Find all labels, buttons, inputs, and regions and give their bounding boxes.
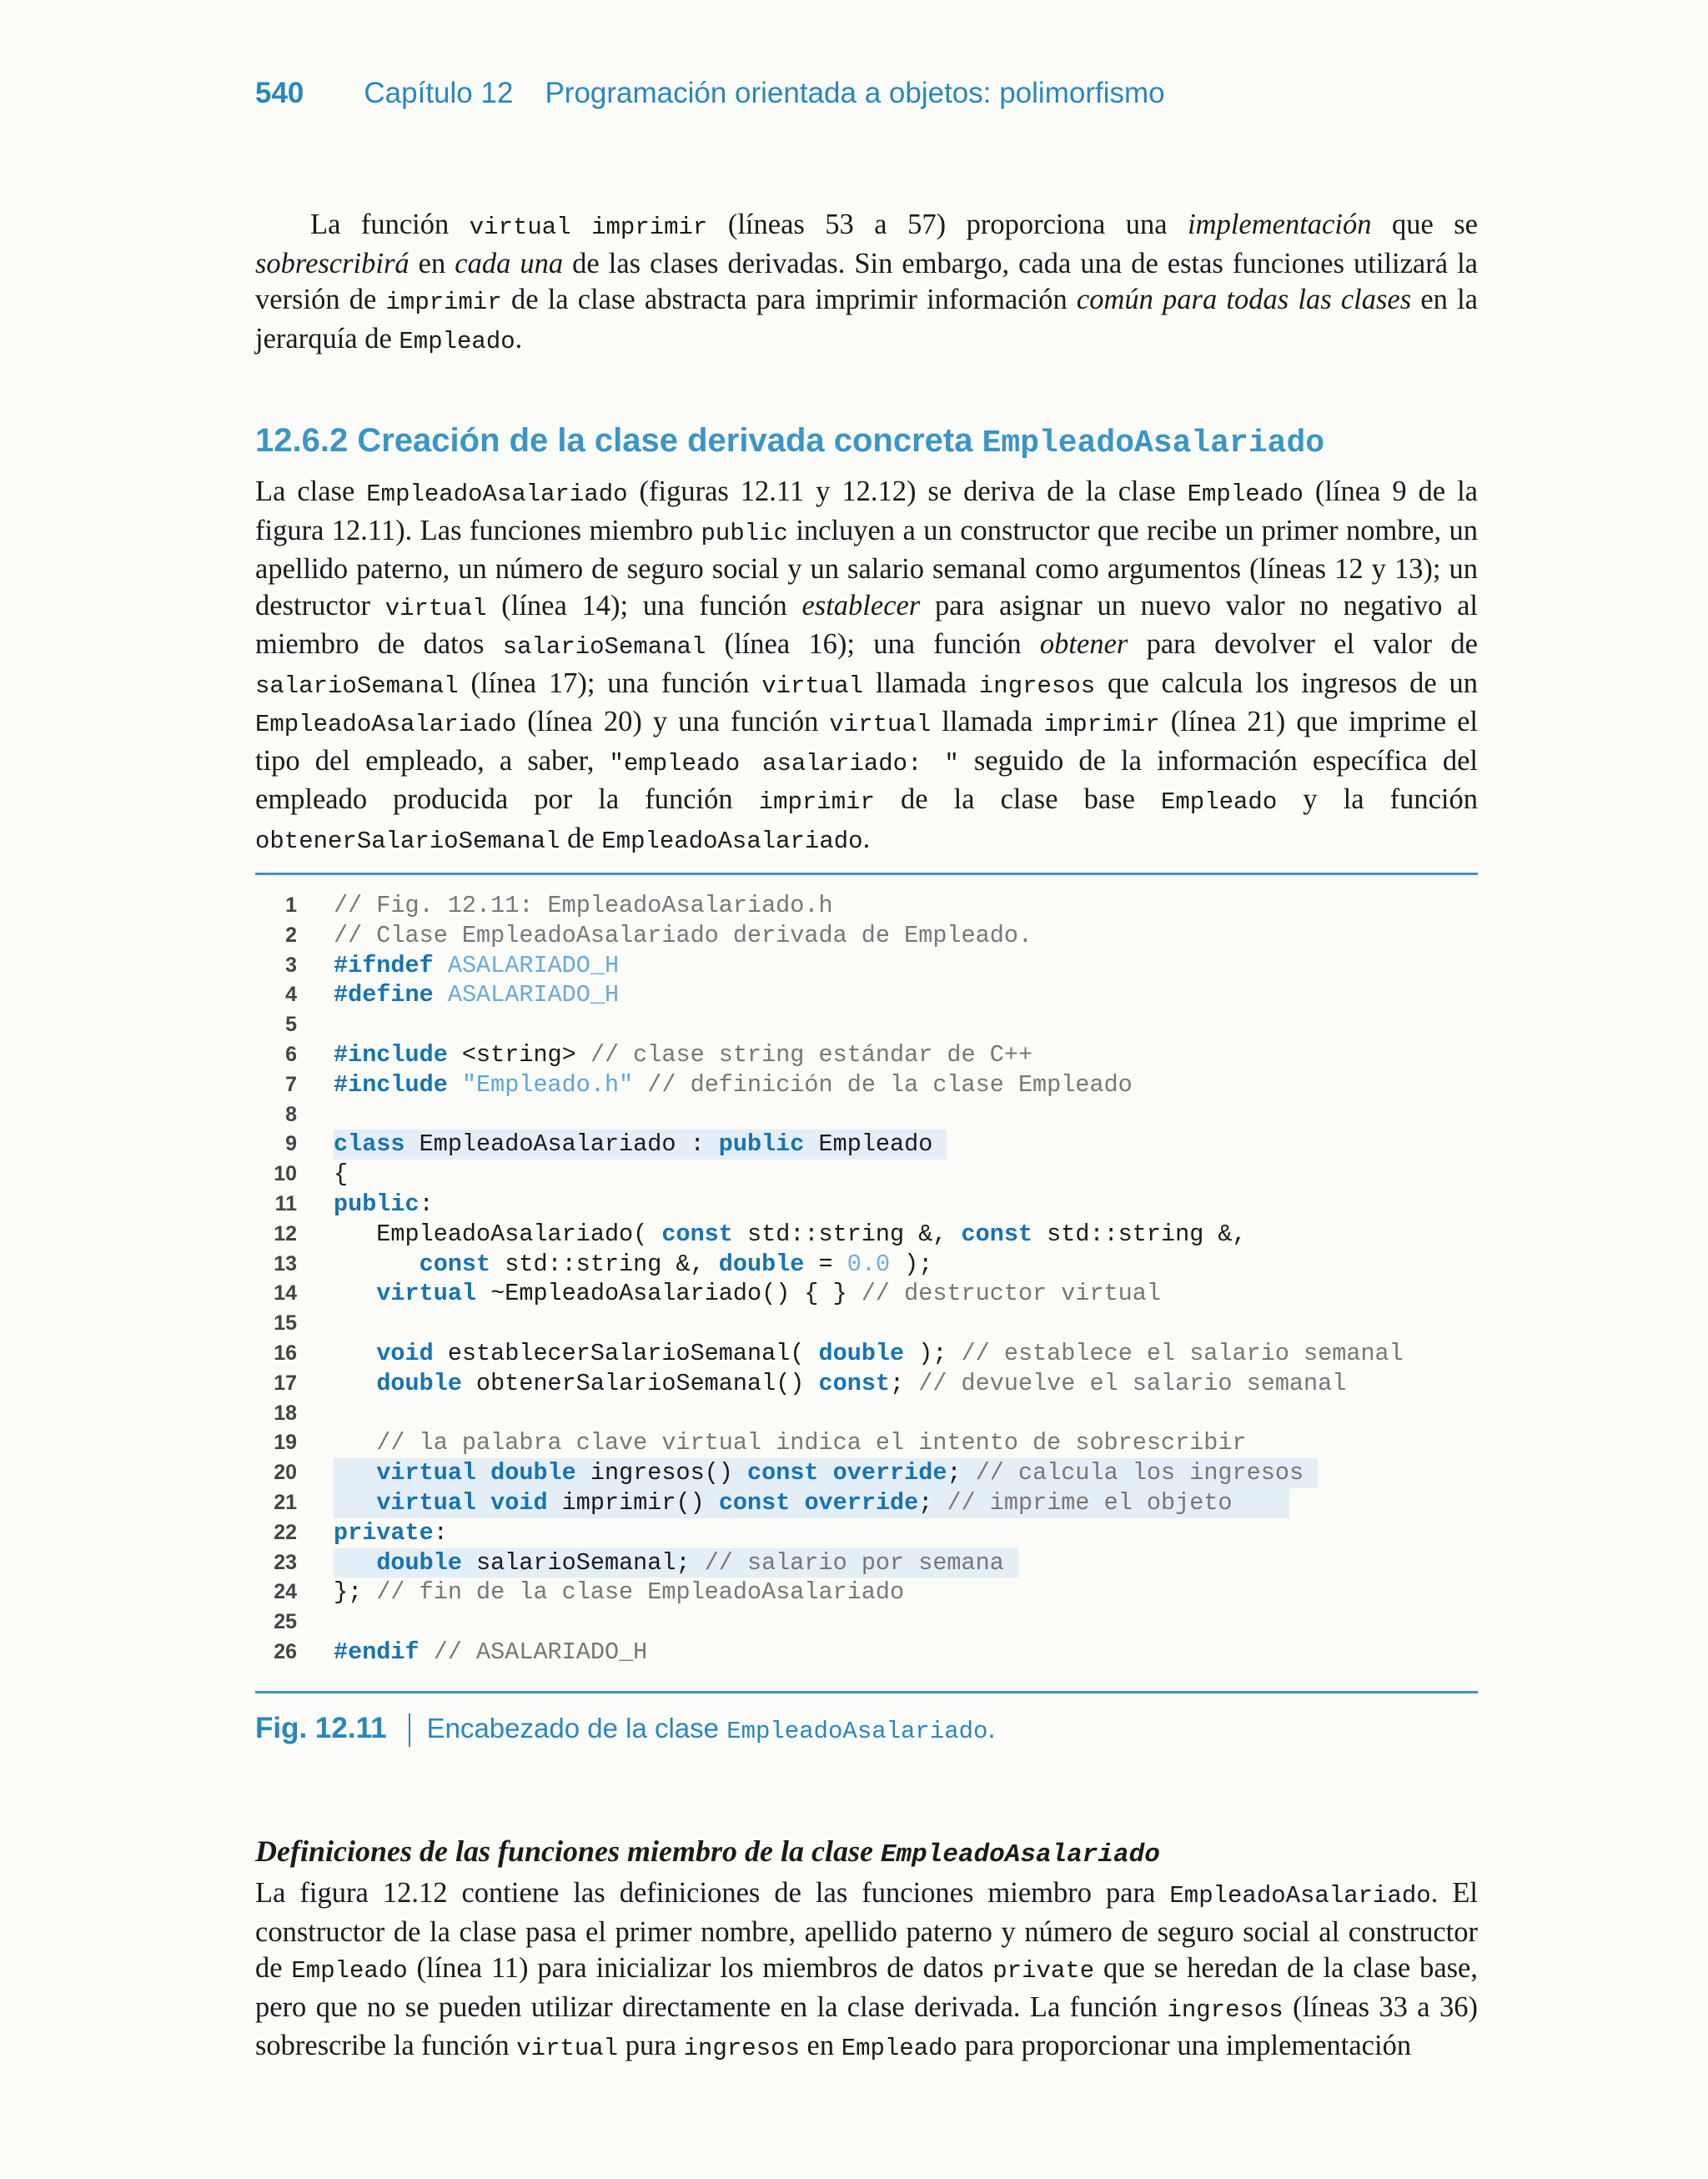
line-number: 12 — [274, 1221, 297, 1246]
code-line — [255, 980, 1478, 1010]
inline-code: virtual — [469, 214, 571, 241]
line-number: 1 — [285, 893, 297, 917]
code-comment: // salario por semana — [704, 1548, 1018, 1577]
line-number: 11 — [274, 1191, 297, 1215]
figure-bottom-rule — [255, 1691, 1478, 1693]
line-number: 6 — [285, 1042, 297, 1066]
text-run: y la función — [1277, 783, 1478, 815]
inline-code: virtual — [516, 2035, 619, 2062]
text-run: de la clase abstracta para imprimir información — [501, 284, 1077, 315]
code-keyword: #ifndef — [334, 951, 434, 979]
code-line — [255, 1160, 1478, 1190]
code-text — [334, 1250, 932, 1280]
code-text — [334, 1160, 348, 1190]
code-line — [255, 1638, 1478, 1668]
line-number: 25 — [274, 1610, 297, 1634]
code-token: std::string &, — [490, 1250, 719, 1278]
chapter-label: Capítulo 12 — [364, 77, 514, 109]
code-line — [255, 1399, 1478, 1429]
code-keyword: virtual — [376, 1488, 477, 1517]
code-token: EmpleadoAsalariado : — [404, 1130, 719, 1159]
code-text — [334, 1518, 448, 1548]
line-number: 19 — [274, 1431, 297, 1455]
code-token: EmpleadoAsalariado( — [334, 1220, 662, 1248]
code-token: }; — [334, 1578, 377, 1607]
text-run: en — [799, 2030, 841, 2061]
text-run: en — [409, 247, 455, 279]
code-token — [334, 1429, 376, 1457]
code-line — [255, 1548, 1478, 1578]
section-heading — [255, 422, 1324, 461]
text-run: incluyen a un constructor que recibe un primer nombre, un apellido paterno, un número de seguro social y un salario semanal como argumentos (líneas 12 y 13); un destructor — [255, 514, 1478, 621]
code-token: std::string &, — [732, 1220, 962, 1248]
caption-text: Encabezado de la clase — [426, 1713, 727, 1744]
text-run: (líneas 33 a 36) sobrescribe la función — [255, 1990, 1479, 2061]
code-text — [334, 1070, 1133, 1100]
code-token: obtenerSalarioSemanal() — [461, 1369, 819, 1397]
chapter-title: Programación orientada a objetos: polimorfismo — [545, 77, 1165, 109]
inline-code: imprimir — [758, 788, 875, 816]
inline-code: EmpleadoAsalariado — [255, 711, 517, 738]
text-run: para devolver el valor de — [1128, 628, 1478, 660]
code-keyword: override — [804, 1488, 919, 1517]
code-keyword: #include — [334, 1070, 448, 1099]
code-token: ~EmpleadoAsalariado() { } — [476, 1280, 862, 1308]
inline-code: Empleado — [291, 1957, 408, 1985]
code-text — [334, 1428, 1247, 1458]
inline-code: Empleado — [399, 327, 515, 355]
code-keyword: class — [334, 1130, 405, 1159]
final-paragraph — [255, 1875, 1478, 2067]
code-keyword: const — [818, 1369, 891, 1397]
code-string: "Empleado.h" — [461, 1070, 634, 1099]
code-comment: // fin de la clase EmpleadoAsalariado — [376, 1578, 905, 1607]
text-run: pura — [618, 2030, 684, 2061]
line-number: 3 — [285, 953, 297, 977]
text-run: de las clases derivadas. Sin embargo, cada una de estas funciones utilizará la versión de — [255, 247, 1478, 315]
line-number: 23 — [274, 1550, 297, 1574]
code-keyword: #include — [334, 1040, 448, 1069]
highlighted-code-text — [334, 1458, 1318, 1488]
running-head — [255, 77, 1165, 110]
code-line — [255, 1279, 1478, 1309]
text-run: (línea 21) que imprime el tipo del empleado, a saber, — [255, 706, 1478, 777]
text-run: en la jerarquía de — [255, 284, 1478, 355]
code-line — [255, 1309, 1478, 1339]
inline-code: virtual — [761, 672, 864, 700]
code-comment: // calcula los ingresos — [975, 1459, 1319, 1487]
line-number: 17 — [274, 1371, 297, 1395]
code-comment: // clase string estándar de C++ — [590, 1040, 1033, 1069]
subsection-heading-text: Definiciones de las funciones miembro de la clase — [255, 1834, 881, 1868]
inline-code: imprimir — [591, 214, 708, 241]
code-keyword: virtual — [376, 1459, 477, 1487]
code-token — [334, 1459, 376, 1487]
code-macro: ASALARIADO_H — [447, 951, 620, 979]
code-line — [255, 1100, 1478, 1130]
code-number: 0.0 — [846, 1250, 891, 1278]
figure-top-rule — [255, 873, 1478, 875]
line-number: 14 — [274, 1281, 297, 1306]
code-token — [419, 1638, 434, 1666]
inline-code: obtenerSalarioSemanal — [255, 827, 560, 855]
code-keyword: #endif — [334, 1638, 419, 1666]
code-line — [255, 1518, 1478, 1548]
text-run: (líneas 53 a 57) proporciona una — [707, 209, 1188, 240]
code-text — [334, 891, 833, 921]
inline-code: Empleado — [841, 2035, 957, 2062]
text-run — [571, 209, 592, 240]
code-line — [255, 1488, 1478, 1518]
text-run: . El constructor de la clase pasa el primer nombre, apellido paterno y número de seguro social al constructor de — [255, 1877, 1478, 1984]
code-comment: // destructor virtual — [861, 1280, 1161, 1308]
highlighted-code-text — [334, 1130, 947, 1160]
line-number: 20 — [274, 1461, 297, 1485]
code-line — [255, 1070, 1478, 1100]
code-token — [819, 1459, 833, 1487]
line-number: 13 — [274, 1251, 297, 1276]
code-token: ; — [890, 1369, 919, 1397]
inline-code: imprimir — [385, 289, 502, 316]
inline-code: virtual — [384, 594, 487, 622]
code-text — [334, 1220, 1247, 1250]
code-comment: // Fig. 12.11: EmpleadoAsalariado.h — [334, 892, 833, 919]
code-keyword: public — [334, 1190, 419, 1218]
code-token: : — [433, 1518, 448, 1547]
subsection-heading — [255, 1834, 1160, 1870]
code-macro: ASALARIADO_H — [447, 981, 620, 1009]
code-line — [255, 1428, 1478, 1458]
code-line — [255, 1220, 1478, 1250]
code-keyword: const — [747, 1459, 819, 1487]
emphasis: obtener — [1039, 628, 1128, 660]
figure-caption — [255, 1712, 996, 1747]
code-keyword: double — [718, 1250, 805, 1278]
code-keyword: double — [376, 1548, 462, 1577]
code-line — [255, 921, 1478, 951]
code-token — [633, 1071, 647, 1099]
code-token: establecerSalarioSemanal( — [433, 1339, 819, 1367]
line-number: 2 — [285, 923, 297, 947]
code-keyword: double — [376, 1369, 462, 1397]
emphasis: común para todas las clases — [1076, 284, 1412, 315]
code-text — [334, 1339, 1404, 1369]
text-run: . — [515, 322, 523, 355]
code-keyword: double — [818, 1339, 905, 1367]
code-line — [255, 1339, 1478, 1369]
code-token — [476, 1459, 490, 1487]
code-line — [255, 1369, 1478, 1399]
code-line — [255, 951, 1478, 981]
code-line — [255, 1190, 1478, 1220]
inline-code: public — [701, 519, 788, 547]
code-text — [334, 1578, 904, 1608]
code-text — [334, 1279, 1161, 1309]
text-run: que se — [1371, 209, 1478, 240]
inline-code: EmpleadoAsalariado — [1169, 1882, 1431, 1910]
code-token — [334, 1549, 376, 1577]
line-number: 10 — [274, 1162, 297, 1186]
text-run: La figura 12.12 contiene las definiciones de las funciones miembro para — [255, 1877, 1170, 1909]
inline-code: EmpleadoAsalariado — [366, 481, 628, 508]
code-comment: // devuelve el salario semanal — [918, 1369, 1347, 1397]
emphasis: implementación — [1188, 209, 1372, 240]
line-number: 9 — [285, 1132, 297, 1156]
code-token: = — [804, 1250, 847, 1278]
page-number: 540 — [255, 77, 304, 109]
code-token: <string> — [447, 1040, 590, 1069]
code-comment: // establece el salario semanal — [961, 1339, 1404, 1367]
code-token — [434, 952, 448, 979]
code-comment: // ASALARIADO_H — [433, 1638, 648, 1666]
code-token — [334, 1370, 376, 1397]
code-token: ; — [947, 1459, 976, 1487]
caption-class: EmpleadoAsalariado — [726, 1718, 988, 1745]
text-run: (línea 16); una función — [706, 628, 1040, 660]
code-token: imprimir() — [547, 1488, 719, 1517]
inline-code: EmpleadoAsalariado — [601, 827, 863, 855]
inline-code: ingresos — [683, 2035, 800, 2062]
code-token: ; — [918, 1488, 947, 1517]
code-text — [334, 1040, 1032, 1070]
caption-divider — [409, 1714, 410, 1747]
code-comment: // imprime el objeto — [947, 1488, 1289, 1517]
section-paragraph — [255, 474, 1478, 859]
code-keyword: const — [718, 1488, 791, 1517]
code-text — [334, 980, 619, 1010]
code-text — [334, 921, 1032, 951]
line-number: 24 — [274, 1580, 297, 1604]
inline-code: ingresos — [1167, 1995, 1284, 2024]
text-run: La función — [310, 209, 470, 240]
code-keyword: virtual — [376, 1280, 477, 1308]
code-token: ingresos() — [575, 1459, 748, 1487]
code-line — [255, 891, 1478, 921]
section-heading-class: EmpleadoAsalariado — [982, 425, 1325, 461]
code-token — [334, 1340, 376, 1367]
code-keyword: #define — [334, 981, 434, 1009]
code-line — [255, 1458, 1478, 1488]
code-token: ); — [904, 1339, 962, 1367]
text-run: llamada — [931, 706, 1044, 737]
line-number: 22 — [274, 1520, 297, 1544]
subsection-heading-class: EmpleadoAsalariado — [880, 1840, 1160, 1870]
code-token — [476, 1489, 490, 1517]
code-keyword: const — [961, 1220, 1033, 1248]
line-number: 18 — [274, 1401, 297, 1425]
code-text — [334, 1369, 1346, 1399]
code-keyword: private — [334, 1518, 434, 1547]
text-run: de la clase base — [874, 783, 1161, 815]
inline-code: Empleado — [1187, 481, 1304, 508]
section-heading-title: 12.6.2 Creación de la clase derivada concreta — [255, 422, 982, 459]
code-keyword: void — [376, 1339, 434, 1367]
code-token: Empleado — [804, 1130, 947, 1159]
text-run: (línea 20) y una función — [516, 706, 830, 737]
inline-code: imprimir — [1043, 711, 1160, 738]
code-text — [334, 951, 619, 981]
line-number: 7 — [285, 1072, 297, 1096]
code-line — [255, 1578, 1478, 1608]
code-line — [255, 1010, 1478, 1040]
caption-end: . — [987, 1713, 996, 1744]
text-run: de — [560, 822, 602, 854]
inline-code: salarioSemanal — [502, 633, 706, 661]
inline-code: virtual — [829, 711, 932, 738]
code-token — [790, 1489, 804, 1517]
line-number: 15 — [274, 1311, 297, 1336]
text-run: La clase — [255, 476, 367, 507]
code-line — [255, 1608, 1478, 1638]
highlighted-code-text — [334, 1488, 1289, 1518]
code-keyword: void — [490, 1488, 548, 1517]
code-listing — [255, 891, 1478, 1668]
text-run: que se heredan de la clase base, pero que no se pueden utilizar directamente en la clase derivada. La función — [255, 1952, 1478, 2023]
text-run: . — [862, 822, 871, 854]
code-keyword: const — [419, 1250, 491, 1278]
line-number: 8 — [285, 1102, 297, 1126]
text-run: (línea 9 de la figura 12.11). Las funciones miembro — [255, 476, 1478, 546]
code-token — [434, 981, 448, 1009]
inline-code: Empleado — [1161, 788, 1278, 816]
line-number: 5 — [285, 1013, 297, 1037]
code-comment: // Clase EmpleadoAsalariado derivada de Empleado. — [334, 921, 1033, 949]
code-token: : — [419, 1190, 434, 1218]
code-comment: // definición de la clase Empleado — [647, 1070, 1133, 1099]
code-text — [334, 1638, 647, 1668]
code-token: ); — [890, 1250, 933, 1278]
code-keyword: double — [490, 1459, 576, 1487]
emphasis: establecer — [801, 589, 921, 621]
text-run: para proporcionar una implementación — [957, 2030, 1412, 2061]
text-run: para asignar un nuevo valor no negativo al miembro de datos — [255, 589, 1478, 660]
code-keyword: const — [661, 1220, 733, 1248]
line-number: 4 — [285, 983, 297, 1007]
text-run: (línea 14); una función — [486, 589, 802, 621]
text-run: (línea 11) para inicializar los miembros de datos — [407, 1952, 993, 1984]
code-keyword: public — [718, 1130, 805, 1159]
text-run: (figuras 12.11 y 12.12) se deriva de la clase — [627, 476, 1188, 507]
code-text — [334, 1190, 434, 1220]
text-run: llamada — [863, 667, 979, 699]
inline-code: salarioSemanal — [255, 672, 459, 700]
code-token — [334, 1280, 376, 1307]
emphasis: cada una — [455, 247, 564, 279]
code-token — [334, 1251, 419, 1278]
code-line — [255, 1040, 1478, 1070]
line-number: 16 — [274, 1341, 297, 1365]
code-token — [448, 1071, 462, 1099]
line-number: 21 — [274, 1490, 297, 1514]
line-number: 26 — [274, 1639, 297, 1663]
emphasis: sobrescribirá — [255, 247, 409, 279]
figure-label: Fig. 12.11 — [255, 1712, 387, 1744]
code-keyword: override — [832, 1459, 947, 1487]
code-line — [255, 1130, 1478, 1160]
code-token: std::string &, — [1032, 1220, 1247, 1248]
highlighted-code-text — [334, 1548, 1018, 1578]
inline-code: ingresos — [978, 672, 1096, 700]
code-comment: // la palabra clave virtual indica el intento de sobrescribir — [376, 1429, 1247, 1457]
code-token: { — [334, 1160, 349, 1189]
code-token — [334, 1489, 376, 1517]
inline-code: "empleado asalariado: " — [609, 749, 959, 777]
code-token: salarioSemanal; — [461, 1548, 705, 1577]
text-run: que calcula los ingresos de un — [1095, 667, 1479, 699]
intro-paragraph — [255, 207, 1478, 360]
text-run: (línea 17); una función — [458, 667, 762, 699]
text-run: seguido de la información específica del empleado producida por la función — [255, 744, 1478, 815]
inline-code: private — [992, 1957, 1095, 1985]
code-line — [255, 1250, 1478, 1280]
